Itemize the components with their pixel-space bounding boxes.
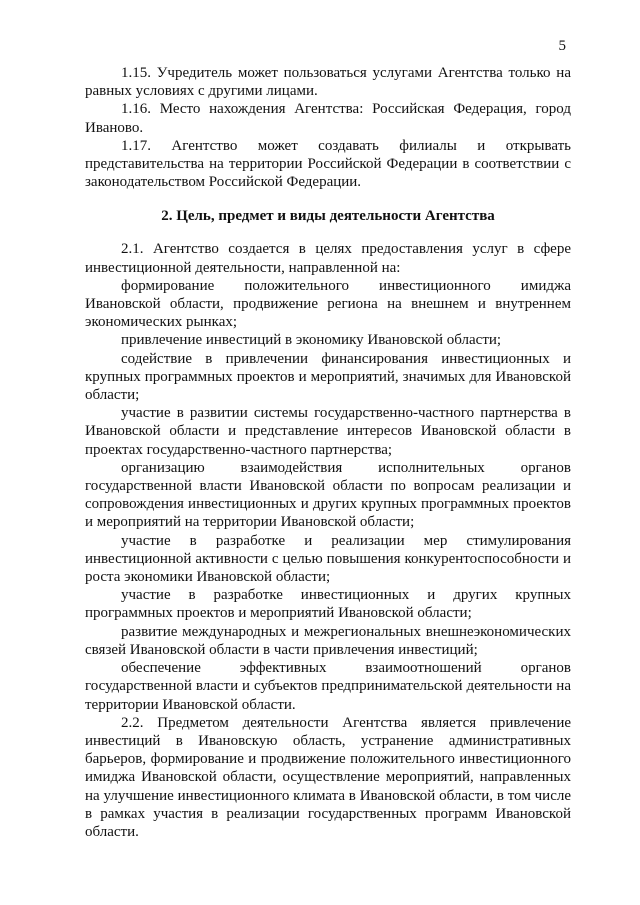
clause-2-2: 2.2. Предметом деятельности Агентства является привлечение инвестиций в Ивановскую область, устранение административных барьеров, формирование и продвижение положительного инвестиционного имиджа Ивановской области, осуществление мероприятий, направленных на улучшение инвестиционного климата в Ивановской области, в том числе в рамках участия в реализации государственных программ Ивановской области. xyxy=(85,714,571,840)
activity-item: привлечение инвестиций в экономику Ивановской области; xyxy=(121,332,502,349)
activity-item: развитие международных и межрегиональных внешнеэкономических связей Ивановской области в части привлечения инвестиций; xyxy=(85,623,571,658)
activity-item: формирование положительного инвестиционного имиджа Ивановской области, продвижение региона на внешнем и внутреннем экономических рынках; xyxy=(85,277,571,331)
activity-item: содействие в привлечении финансирования инвестиционных и крупных программных проектов и мероприятий, значимых для Ивановской области; xyxy=(85,350,571,404)
clause-2-1-intro: 2.1. Агентство создается в целях предоставления услуг в сфере инвестиционной деятельности, направленной на: xyxy=(85,241,571,276)
section-2-heading: 2. Цель, предмет и виды деятельности Агентства xyxy=(161,208,495,225)
activity-item: участие в разработке инвестиционных и других крупных программных проектов и мероприятий Ивановской области; xyxy=(85,587,571,622)
clause-1-15: 1.15. Учредитель может пользоваться услугами Агентства только на равных условиях с другими лицами. xyxy=(85,65,571,100)
activity-item: участие в разработке и реализации мер стимулирования инвестиционной активности с целью повышения конкурентоспособности и роста экономики Ивановской области; xyxy=(85,532,571,586)
page-number: 5 xyxy=(558,38,566,54)
document-body xyxy=(85,64,571,841)
activity-item: организацию взаимодействия исполнительных органов государственной власти Ивановской области по вопросам реализации и сопровождения инвестиционных и других крупных программных проектов и мероприятий на территории Ивановской области; xyxy=(85,459,571,531)
activity-item: обеспечение эффективных взаимоотношений органов государственной власти и субъектов предпринимательской деятельности на территории Ивановской области. xyxy=(85,660,571,713)
clause-1-16: 1.16. Место нахождения Агентства: Российская Федерация, город Иваново. xyxy=(85,101,571,136)
activity-item: участие в развитии системы государственно-частного партнерства в Ивановской области и представление интересов Ивановской области в проектах государственно-частного партнерства; xyxy=(85,405,571,458)
clause-1-17: 1.17. Агентство может создавать филиалы и открывать представительства на территории Российской Федерации в соответствии с законодательством Российской Федерации. xyxy=(85,137,571,191)
